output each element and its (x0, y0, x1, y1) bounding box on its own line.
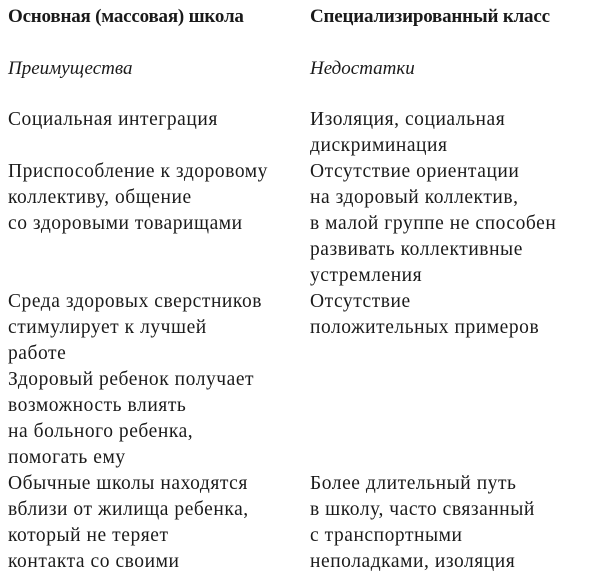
cell-line: помогать ему (8, 447, 126, 468)
cell-line: коллективу, общение (8, 187, 192, 208)
cell-line: в школу, часто связанный (310, 499, 535, 520)
cell-line: на больного ребенка, (8, 421, 194, 442)
cell-line: развивать коллективные (310, 239, 523, 260)
cell-line: устремления (310, 265, 423, 286)
column-header-specialized-class: Специализированный класс (310, 6, 550, 27)
cell-line: Обычные школы находятся (8, 473, 248, 494)
cell-line: Изоляция, социальная (310, 109, 506, 130)
table-row-3-advantage (8, 289, 308, 367)
cell-line: контакта со своими (8, 551, 180, 572)
table-row-4-advantage (8, 367, 308, 471)
cell-line: который не теряет (8, 525, 169, 546)
cell-line: Здоровый ребенок получает (8, 369, 255, 390)
table-row-5-disadvantage (310, 471, 596, 575)
subheader-advantages: Преимущества (8, 58, 133, 79)
cell-line: неполадками, изоляция (310, 551, 516, 572)
cell-line: Отсутствие ориентации (310, 161, 520, 182)
table-row-1-disadvantage (310, 107, 596, 159)
cell-line: со здоровыми товарищами (8, 213, 243, 234)
cell-line: работе (8, 343, 67, 364)
column-header-mainstream-school: Основная (массовая) школа (8, 6, 244, 27)
cell-line: Более длительный путь (310, 473, 517, 494)
cell-line: стимулирует к лучшей (8, 317, 207, 338)
cell-line: Отсутствие (310, 291, 411, 312)
cell-line: возможность влиять (8, 395, 187, 416)
cell-line: на здоровый коллектив, (310, 187, 519, 208)
table-row-2-advantage (8, 159, 308, 237)
cell-line: Среда здоровых сверстников (8, 291, 263, 312)
cell-line: в малой группе не способен (310, 213, 557, 234)
cell-line: положительных примеров (310, 317, 540, 338)
cell-line: дискриминация (310, 135, 448, 156)
table-row-2-disadvantage (310, 159, 596, 289)
cell-line: с транспортными (310, 525, 463, 546)
subheader-disadvantages: Недостатки (310, 58, 415, 79)
cell-line: Социальная интеграция (8, 109, 218, 130)
table-row-1-advantage (8, 107, 308, 133)
cell-line: Приспособление к здоровому (8, 161, 268, 182)
table-row-5-advantage (8, 471, 308, 575)
table-row-3-disadvantage (310, 289, 596, 341)
cell-line: вблизи от жилища ребенка, (8, 499, 249, 520)
